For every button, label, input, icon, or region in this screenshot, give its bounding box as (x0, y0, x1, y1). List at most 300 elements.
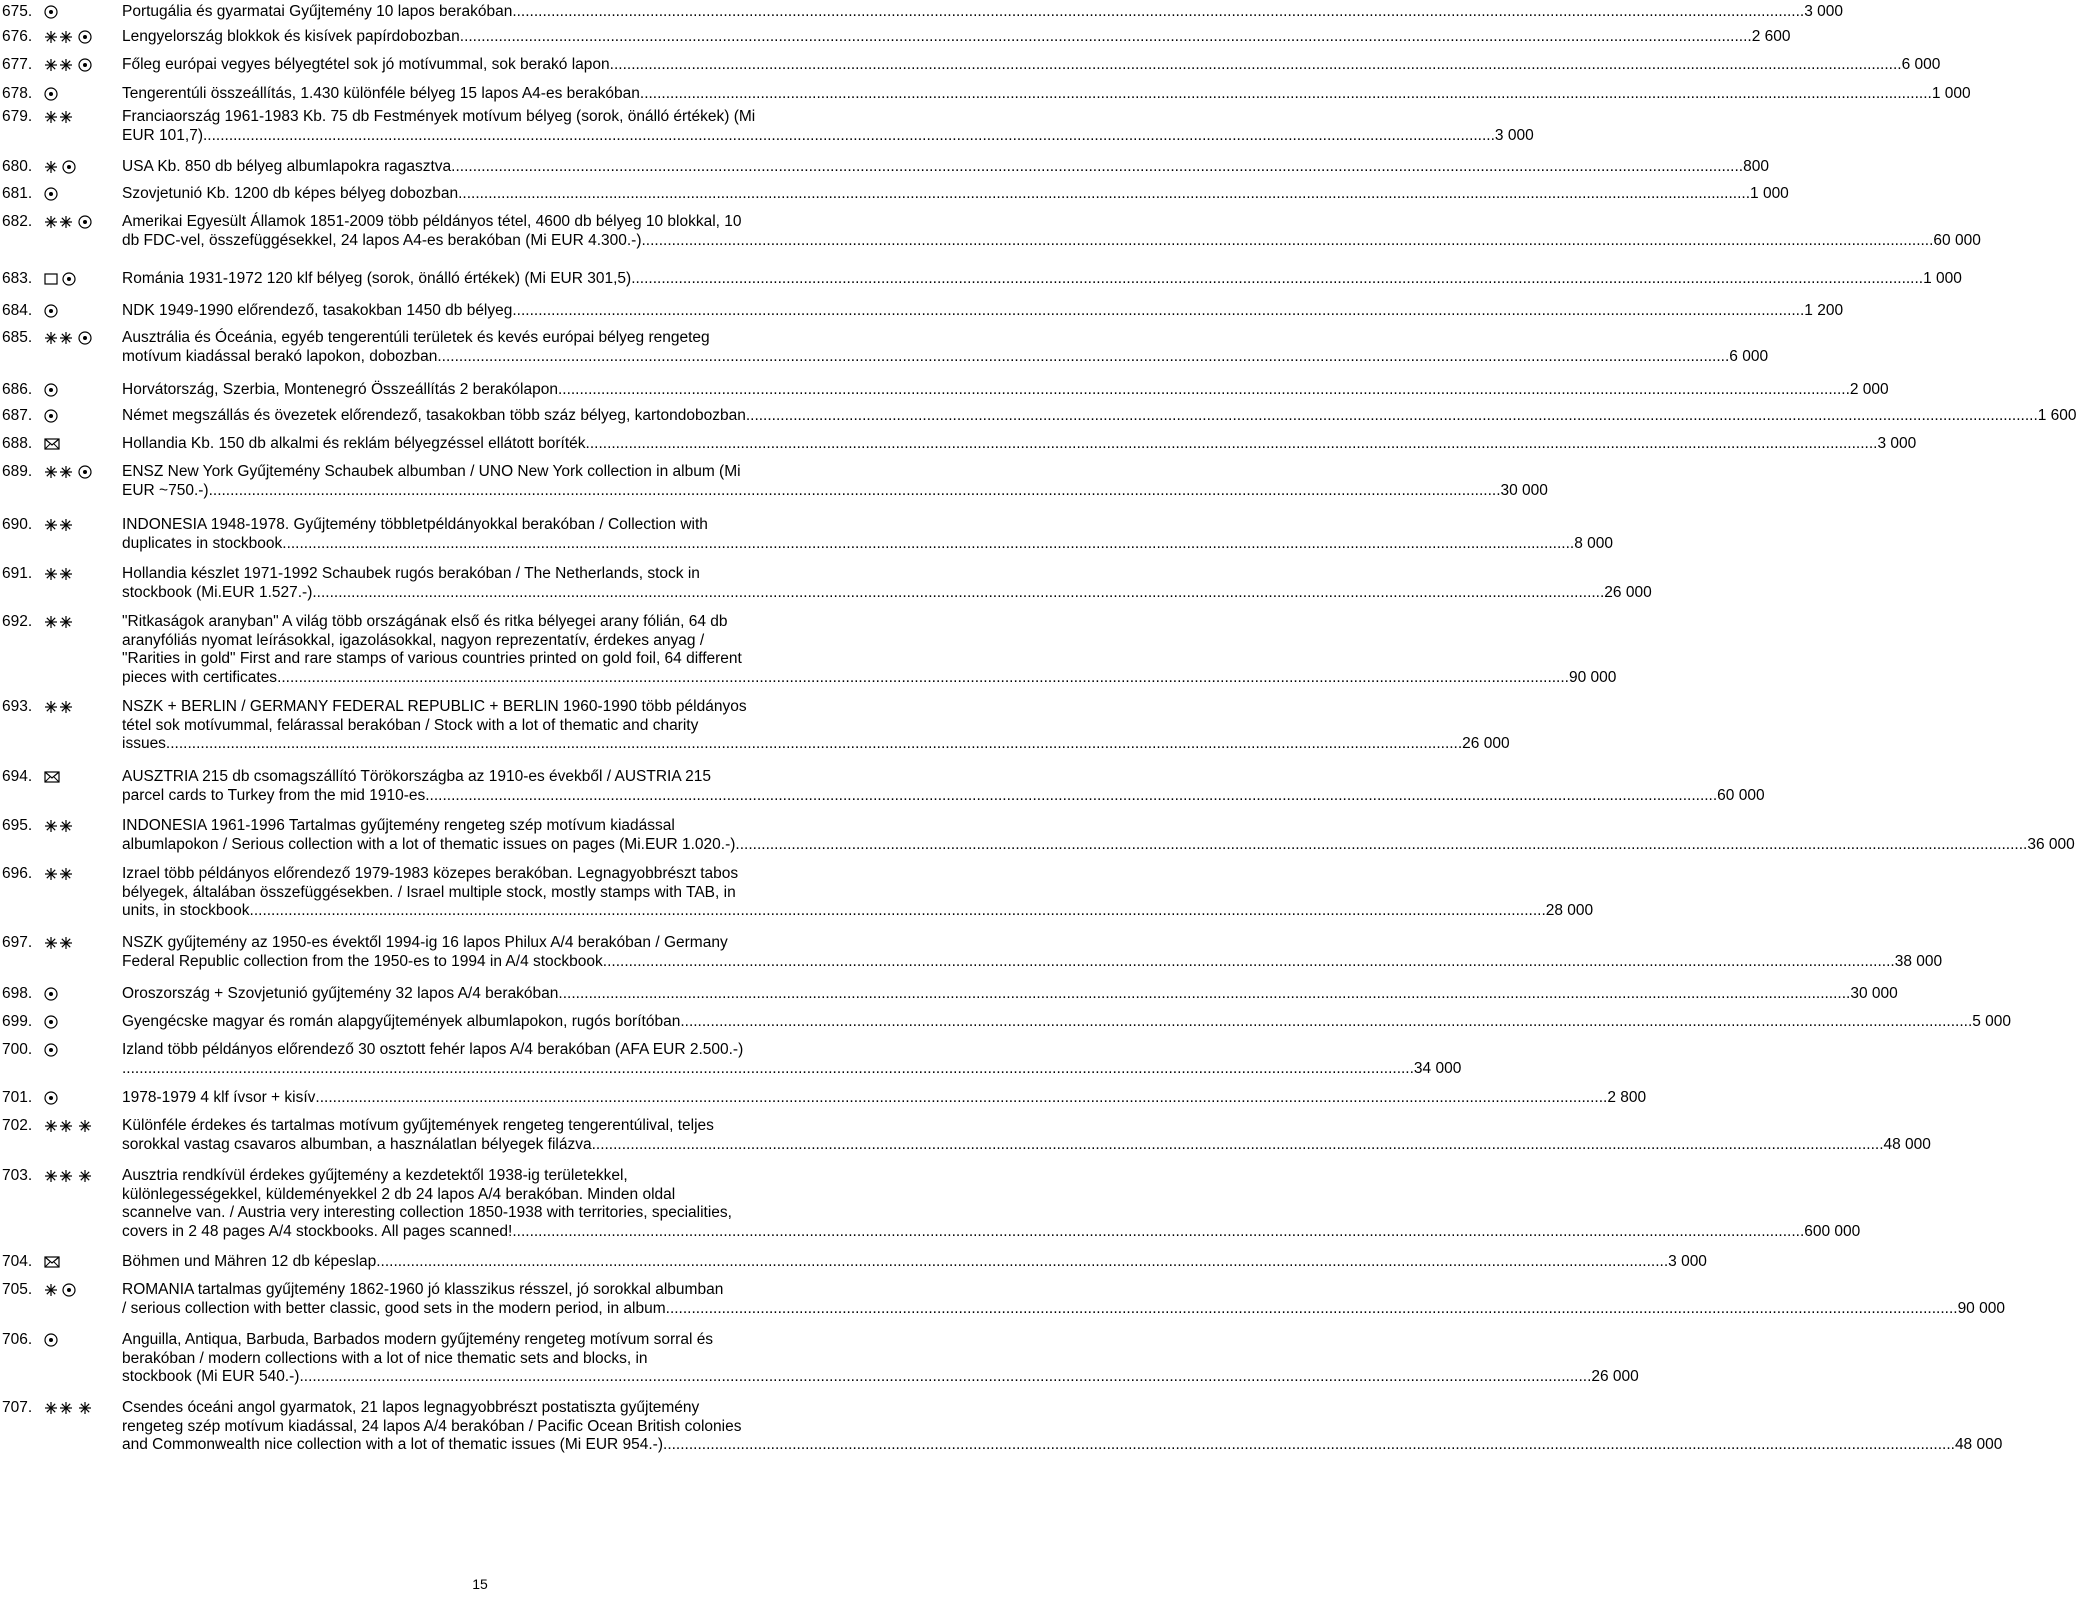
dot-leader: ............................................................................................................................................................................................................................................................................................................ (680, 1013, 1973, 1030)
description-last-line (122, 158, 1769, 177)
mint-stamp-icon (44, 1169, 74, 1183)
lot-condition-icons (44, 383, 58, 397)
lot-condition-icons (44, 567, 74, 581)
description-line: EUR ~750.-) (122, 481, 209, 499)
lot-number: 679. (2, 108, 33, 125)
lot-condition-icons (44, 1169, 92, 1183)
description-line: Gyengécske magyar és román alapgyűjtemények albumlapokon, rugós borítóban (122, 1013, 681, 1030)
hinged-stamp-icon (44, 160, 58, 174)
dot-leader: ............................................................................................................................................................................................................................................................................................................ (639, 85, 1932, 102)
lot-description (122, 1331, 1639, 1387)
lot-condition-icons (44, 1091, 58, 1105)
lot-price: 60 000 (1933, 231, 1981, 249)
lot-condition-icons (44, 304, 58, 318)
lot-number: 677. (2, 56, 33, 73)
lot-price: 8 000 (1574, 534, 1613, 552)
lot-description (122, 3, 1844, 22)
description-line: Anguilla, Antiqua, Barbuda, Barbados modern gyűjtemény rengeteg motívum sorral és (122, 1331, 714, 1348)
lot-number: 705. (2, 1281, 33, 1298)
lot-description (122, 1167, 1861, 1241)
description-last-line (122, 952, 1943, 972)
description-line: "Rarities in gold" First and rare stamps of various countries printed on gold foil, 64 different (122, 650, 742, 667)
mint-stamp-icon (44, 1401, 74, 1415)
postmark-icon (44, 87, 58, 101)
postmark-icon (44, 5, 58, 19)
lot-description (122, 463, 1548, 500)
dot-leader: ............................................................................................................................................................................................................................................................................................................ (122, 1059, 1414, 1077)
postmark-icon (44, 187, 58, 201)
lot-description (122, 108, 1534, 145)
lot-price: 1 000 (1923, 270, 1962, 287)
postmark-icon (44, 409, 58, 423)
description-last-line (122, 985, 1898, 1004)
description-last-line (122, 1059, 1462, 1079)
lot-description (122, 1089, 1647, 1108)
description-line: ENSZ New York Gyűjtemény Schaubek albumban / UNO New York collection in album (Mi (122, 463, 741, 480)
description-line: NSZK gyűjtemény az 1950-es évektől 1994-ig 16 lapos Philux A/4 berakóban / Germany (122, 934, 728, 951)
description-line: motívum kiadással berakó lapokon, dobozban (122, 347, 438, 365)
lot-number: 690. (2, 516, 33, 533)
postmark-icon (44, 1333, 58, 1347)
description-line: and Commonwealth nice collection with a lot of thematic issues (Mi EUR 954.-) (122, 1436, 664, 1453)
lot-number: 707. (2, 1399, 33, 1416)
description-last-line (122, 347, 1769, 367)
lot-condition-icons (44, 1283, 76, 1297)
lot-number: 692. (2, 613, 33, 630)
lot-condition-icons (44, 1119, 92, 1133)
dot-leader: ............................................................................................................................................................................................................................................................................................................ (512, 3, 1805, 20)
lot-number: 678. (2, 85, 33, 102)
description-line: Lengyelország blokkok és kisívek papírdobozban (122, 28, 460, 45)
lot-condition-icons (44, 215, 92, 229)
lot-price: 26 000 (1591, 1368, 1639, 1385)
description-last-line (122, 85, 1971, 104)
dot-leader: ............................................................................................................................................................................................................................................................................................................ (591, 1135, 1884, 1153)
hinged-stamp-icon (78, 1119, 92, 1133)
description-last-line (122, 1299, 2005, 1319)
mint-stamp-icon (44, 700, 74, 714)
lot-price: 3 000 (1668, 1253, 1707, 1270)
description-last-line (122, 56, 1941, 75)
lot-price: 36 000 (2027, 835, 2075, 853)
lot-condition-icons (44, 700, 74, 714)
description-last-line (122, 481, 1548, 501)
postmark-icon (62, 160, 76, 174)
mint-stamp-icon (44, 465, 74, 479)
description-line: / serious collection with better classic, good sets in the modern period, in album (122, 1299, 666, 1317)
lot-price: 26 000 (1604, 583, 1652, 601)
description-last-line (122, 407, 2077, 426)
description-line: Ausztrália és Óceánia, egyéb tengerentúli területek és kevés európai bélyeg rengeteg (122, 329, 710, 346)
lot-price: 3 000 (1494, 126, 1534, 144)
description-line: bélyegek, általában összefüggésekben. / Israel multiple stock, mostly stamps with TAB, in (122, 883, 736, 901)
mint-stamp-icon (44, 615, 74, 629)
dot-leader: ............................................................................................................................................................................................................................................................................................................ (459, 28, 1752, 45)
dot-leader: ............................................................................................................................................................................................................................................................................................................ (609, 56, 1902, 73)
description-last-line (122, 786, 1765, 806)
description-line: Tengerentúli összeállítás, 1.430 különféle bélyeg 15 lapos A4-es berakóban (122, 85, 640, 102)
lot-price: 6 000 (1901, 56, 1941, 73)
lot-number: 689. (2, 463, 33, 480)
description-line: Amerikai Egyesült Államok 1851-2009 több példányos tétel, 4600 db bélyeg 10 blokkal, 10 (122, 213, 742, 230)
description-last-line (122, 668, 1617, 688)
dot-leader: ............................................................................................................................................................................................................................................................................................................ (557, 381, 1850, 398)
dot-leader: ............................................................................................................................................................................................................................................................................................................ (437, 347, 1730, 365)
lot-number: 701. (2, 1089, 33, 1106)
description-line: NDK 1949-1990 előrendező, tasakokban 1450 db bélyeg (122, 302, 513, 319)
mint-stamp-icon (44, 567, 74, 581)
lot-description (122, 407, 2077, 426)
description-line: Federal Republic collection from the 1950-es to 1994 in A/4 stockbook (122, 952, 603, 970)
lot-condition-icons (44, 272, 76, 286)
postmark-icon (78, 215, 92, 229)
description-last-line (122, 534, 1613, 554)
lot-description (122, 1013, 2012, 1032)
lot-number: 704. (2, 1253, 33, 1270)
lot-condition-icons (44, 331, 92, 345)
lot-number: 688. (2, 435, 33, 452)
lot-condition-icons (44, 409, 58, 423)
dot-leader: ............................................................................................................................................................................................................................................................................................................ (208, 481, 1501, 499)
description-last-line (122, 1135, 1931, 1155)
lot-price: 48 000 (1883, 1135, 1931, 1153)
dot-leader: ............................................................................................................................................................................................................................................................................................................ (512, 302, 1805, 319)
lot-condition-icons (44, 58, 92, 72)
lot-price: 90 000 (1568, 668, 1617, 686)
lot-condition-icons (44, 1043, 58, 1057)
postmark-icon (78, 331, 92, 345)
envelope-icon (44, 1255, 60, 1269)
lot-price: 2 000 (1849, 381, 1889, 398)
lot-description (122, 270, 1962, 289)
dot-leader: ............................................................................................................................................................................................................................................................................................................ (425, 786, 1718, 804)
lot-condition-icons (44, 1401, 92, 1415)
description-line: EUR 101,7) (122, 126, 203, 144)
dot-leader: ............................................................................................................................................................................................................................................................................................................ (202, 126, 1495, 144)
lot-description (122, 56, 1941, 75)
mint-stamp-icon (44, 1119, 74, 1133)
lot-number: 703. (2, 1167, 33, 1184)
description-line: INDONESIA 1961-1996 Tartalmas gyűjtemény rengeteg szép motívum kiadással (122, 817, 675, 834)
postmark-icon (78, 30, 92, 44)
description-line: Oroszország + Szovjetunió gyűjtemény 32 lapos A/4 berakóban (122, 985, 559, 1002)
lot-price: 60 000 (1717, 786, 1765, 804)
hinged-stamp-icon (44, 1283, 58, 1297)
lot-condition-icons (44, 187, 58, 201)
lot-condition-icons (44, 30, 92, 44)
lot-description (122, 435, 1917, 454)
lot-description (122, 1117, 1931, 1154)
postmark-icon (62, 272, 76, 286)
lot-price: 5 000 (1972, 1013, 2012, 1030)
lot-price: 3 000 (1804, 3, 1844, 20)
description-last-line (122, 1253, 1707, 1272)
description-last-line (122, 270, 1962, 289)
lot-price: 600 000 (1804, 1222, 1861, 1240)
dot-leader: ............................................................................................................................................................................................................................................................................................................ (282, 534, 1575, 552)
lot-condition-icons (44, 936, 74, 950)
lot-description (122, 1253, 1707, 1272)
dot-leader: ............................................................................................................................................................................................................................................................................................................ (602, 952, 1895, 970)
lot-condition-icons (44, 87, 58, 101)
lot-number: 681. (2, 185, 33, 202)
lot-number: 700. (2, 1041, 33, 1058)
description-line: issues. (122, 735, 171, 752)
lot-number: 702. (2, 1117, 33, 1134)
description-line: Portugália és gyarmatai Gyűjtemény 10 lapos berakóban (122, 3, 513, 20)
description-last-line (122, 231, 1981, 251)
lot-number: 682. (2, 213, 33, 230)
page-number: 15 (472, 1576, 488, 1592)
lot-price: 1 000 (1750, 185, 1789, 202)
description-last-line (122, 3, 1844, 22)
lot-description (122, 985, 1898, 1004)
lot-number: 676. (2, 28, 33, 45)
postmark-icon (62, 1283, 76, 1297)
lot-price: 6 000 (1729, 347, 1769, 365)
lot-description (122, 516, 1613, 553)
lot-condition-icons (44, 1333, 58, 1347)
description-line: Horvátország, Szerbia, Montenegró Összeállítás 2 berakólapon (122, 381, 558, 398)
description-line: USA Kb. 850 db bélyeg albumlapokra ragasztva (122, 158, 452, 175)
lot-price: 1 200 (1804, 302, 1844, 319)
description-last-line (122, 185, 1789, 204)
dot-leader: ............................................................................................................................................................................................................................................................................................................ (312, 583, 1605, 601)
lot-price: 30 000 (1500, 481, 1548, 499)
lot-description (122, 768, 1765, 805)
lot-condition-icons (44, 110, 74, 124)
lot-price: 1 000 (1931, 85, 1971, 102)
lot-price: 2 800 (1607, 1089, 1647, 1106)
lot-price: 30 000 (1850, 985, 1898, 1002)
hinged-stamp-icon (78, 1401, 92, 1415)
description-line: Szovjetunió Kb. 1200 db képes bélyeg dobozban (122, 185, 459, 202)
postmark-icon (44, 987, 58, 1001)
description-line: Franciaország 1961-1983 Kb. 75 db Festmények motívum bélyeg (sorok, önálló értékek) (Mi (122, 108, 756, 125)
description-line: covers in 2 48 pages A/4 stockbooks. All pages scanned! (122, 1222, 513, 1240)
postmark-icon (44, 1091, 58, 1105)
description-last-line (122, 835, 2075, 855)
lot-number: 684. (2, 302, 33, 319)
description-line: különlegességekkel, küldeményekkel 2 db 24 lapos A/4 berakóban. Minden oldal (122, 1185, 676, 1203)
lot-number: 695. (2, 817, 33, 834)
dot-leader: ............................................................................................................................................................................................................................................................................................................ (315, 1089, 1608, 1106)
lot-price: 38 000 (1894, 952, 1943, 970)
lot-number: 697. (2, 934, 33, 951)
description-line: 1978-1979 4 klf ívsor + kisív (122, 1089, 316, 1106)
description-line: aranyfóliás nyomat leírásokkal, igazolásokkal, nagyon reprezentatív, érdekes anyag / (122, 631, 705, 649)
dot-leader: ............................................................................................................................................................................................................................................................................................................ (376, 1253, 1669, 1270)
lot-description (122, 302, 1844, 321)
description-line: stockbook (Mi EUR 540.-) (122, 1368, 300, 1385)
description-line: sorokkal vastag csavaros albumban, a használatlan bélyegek filázva (122, 1135, 592, 1153)
lot-condition-icons (44, 518, 74, 532)
lot-description (122, 381, 1889, 400)
description-last-line (122, 1222, 1861, 1242)
description-line: NSZK + BERLIN / GERMANY FEDERAL REPUBLIC + BERLIN 1960-1990 több példányos (122, 698, 747, 715)
mint-stamp-icon (44, 58, 74, 72)
mint-stamp-icon (44, 518, 74, 532)
lot-description (122, 28, 1791, 47)
lot-condition-icons (44, 615, 74, 629)
dot-leader: ............................................................................................................................................................................................................................................................................................................ (558, 985, 1851, 1002)
description-last-line (122, 1436, 2003, 1455)
lot-price: 3 000 (1877, 435, 1917, 452)
lot-number: 691. (2, 565, 33, 582)
description-last-line (122, 583, 1652, 603)
lot-condition-icons (44, 770, 60, 784)
lot-number: 699. (2, 1013, 33, 1030)
postmark-icon (44, 1043, 58, 1057)
description-line: pieces with certificates (122, 668, 278, 686)
lot-number: 685. (2, 329, 33, 346)
lot-description (122, 613, 1617, 687)
lot-description (122, 817, 2075, 854)
lot-description (122, 565, 1652, 602)
description-line: Izrael több példányos előrendező 1979-1983 közepes berakóban. Legnagyobbrészt tabos (122, 865, 739, 882)
description-last-line (122, 435, 1917, 454)
lot-description (122, 1281, 2005, 1318)
lot-description (122, 185, 1789, 204)
lot-price: 800 (1743, 158, 1769, 175)
description-line: Böhmen und Mähren 12 db képeslap (122, 1253, 377, 1270)
mint-stamp-icon (44, 936, 74, 950)
mint-stamp-icon (44, 110, 74, 124)
mint-stamp-icon (44, 867, 74, 881)
envelope-icon (44, 437, 60, 451)
postmark-icon (44, 1015, 58, 1029)
dot-leader: ............................................................................................................................................................................................................................................................................................................ (458, 185, 1751, 202)
dot-leader: ............................................................................................................................................................................................................................................................................................................ (253, 902, 1546, 919)
lot-number: 687. (2, 407, 33, 424)
lot-description (122, 158, 1769, 177)
lot-condition-icons (44, 160, 76, 174)
description-line: Csendes óceáni angol gyarmatok, 21 lapos legnagyobbrészt postatiszta gyűjtemény (122, 1399, 700, 1416)
description-line: scannelve van. / Austria very interesting collection 1850-1938 with territories, specialities, (122, 1204, 732, 1221)
lot-condition-icons (44, 5, 58, 19)
lot-description (122, 213, 1981, 250)
mint-stamp-icon (44, 331, 74, 345)
description-last-line (122, 126, 1534, 146)
lot-description (122, 934, 1943, 971)
dot-leader: ............................................................................................................................................................................................................................................................................................................ (299, 1368, 1592, 1385)
description-line: Különféle érdekes és tartalmas motívum gyűjtemények rengeteg tengerentúlival, teljes (122, 1117, 714, 1134)
description-last-line (122, 902, 1594, 921)
lot-condition-icons (44, 867, 74, 881)
lot-description (122, 85, 1971, 104)
dot-leader: ............................................................................................................................................................................................................................................................................................................ (170, 735, 1463, 752)
description-line: Izland több példányos előrendező 30 osztott fehér lapos A/4 berakóban (AFA EUR 2.500.-) (122, 1041, 744, 1058)
lot-condition-icons (44, 819, 74, 833)
postmark-icon (78, 58, 92, 72)
lot-number: 696. (2, 865, 33, 882)
lot-price: 28 000 (1545, 902, 1594, 919)
description-line: Német megszállás és övezetek előrendező, tasakokban több száz bélyeg, kartondobozban (122, 407, 746, 424)
description-line: berakóban / modern collections with a lot of nice thematic sets and blocks, in (122, 1349, 648, 1367)
description-last-line (122, 381, 1889, 400)
block-icon (44, 272, 58, 286)
mint-stamp-icon (44, 819, 74, 833)
lot-condition-icons (44, 465, 92, 479)
dot-leader: ............................................................................................................................................................................................................................................................................................................ (641, 231, 1934, 249)
description-line: Románia 1931-1972 120 klf bélyeg (sorok, önálló értékek) (Mi EUR 301,5) (122, 270, 632, 287)
dot-leader: ............................................................................................................................................................................................................................................................................................................ (277, 668, 1569, 686)
description-line: Hollandia készlet 1971-1992 Schaubek rugós berakóban / The Netherlands, stock in (122, 565, 700, 582)
postmark-icon (78, 465, 92, 479)
description-line: duplicates in stockbook (122, 534, 283, 552)
lot-condition-icons (44, 1015, 58, 1029)
lot-price: 2 600 (1751, 28, 1791, 45)
lot-price: 26 000 (1462, 735, 1510, 752)
dot-leader: ............................................................................................................................................................................................................................................................................................................ (451, 158, 1744, 175)
lot-price: 34 000 (1413, 1059, 1462, 1077)
dot-leader: ............................................................................................................................................................................................................................................................................................................ (735, 835, 2028, 853)
description-line: db FDC-vel, összefüggésekkel, 24 lapos A4-es berakóban (Mi EUR 4.300.-) (122, 231, 642, 249)
postmark-icon (44, 383, 58, 397)
lot-price: 90 000 (1957, 1299, 2005, 1317)
description-line: "Ritkaságok aranyban" A világ több országának első és ritka bélyegei arany fólián, 64 db (122, 613, 728, 630)
dot-leader: ............................................................................................................................................................................................................................................................................................................ (512, 1222, 1805, 1240)
lot-number: 693. (2, 698, 33, 715)
description-line: units, in stockbook. (122, 902, 254, 919)
lot-condition-icons (44, 437, 60, 451)
lot-number: 683. (2, 270, 33, 287)
hinged-stamp-icon (78, 1169, 92, 1183)
lot-number: 694. (2, 768, 33, 785)
description-last-line (122, 28, 1791, 47)
description-line: Hollandia Kb. 150 db alkalmi és reklám bélyegzéssel ellátott boríték (122, 435, 586, 452)
lot-price: 48 000 (1954, 1436, 2003, 1453)
description-line: ROMANIA tartalmas gyűjtemény 1862-1960 jó klasszikus résszel, jó sorokkal albumban (122, 1281, 724, 1298)
lot-number: 680. (2, 158, 33, 175)
lot-number: 706. (2, 1331, 33, 1348)
description-line: Főleg európai vegyes bélyegtétel sok jó motívummal, sok berakó lapon (122, 56, 610, 73)
lot-number: 686. (2, 381, 33, 398)
lot-number: 675. (2, 3, 33, 20)
lot-description (122, 865, 1594, 921)
dot-leader: ............................................................................................................................................................................................................................................................................................................ (585, 435, 1878, 452)
description-line: parcel cards to Turkey from the mid 1910-es (122, 786, 426, 804)
description-line: AUSZTRIA 215 db csomagszállító Törökországba az 1910-es évekből / AUSTRIA 215 (122, 768, 712, 785)
lot-number: 698. (2, 985, 33, 1002)
lot-price: 1 600 (2037, 407, 2077, 424)
description-last-line (122, 735, 1510, 754)
description-last-line (122, 1089, 1647, 1108)
description-line: albumlapokon / Serious collection with a lot of thematic issues on pages (Mi.EUR 1.020.-) (122, 835, 736, 853)
lot-description (122, 329, 1769, 366)
postmark-icon (44, 304, 58, 318)
envelope-icon (44, 770, 60, 784)
lot-description (122, 1041, 1462, 1078)
lot-condition-icons (44, 987, 58, 1001)
description-line: INDONESIA 1948-1978. Gyűjtemény többletpéldányokkal berakóban / Collection with (122, 516, 708, 533)
description-line: Ausztria rendkívül érdekes gyűjtemény a kezdetektől 1938-ig területekkel, (122, 1167, 628, 1184)
description-last-line (122, 1368, 1639, 1387)
dot-leader: ............................................................................................................................................................................................................................................................................................................ (631, 270, 1924, 287)
dot-leader: ............................................................................................................................................................................................................................................................................................................ (663, 1436, 1955, 1453)
dot-leader: ............................................................................................................................................................................................................................................................................................................ (665, 1299, 1958, 1317)
description-last-line (122, 1013, 2012, 1032)
mint-stamp-icon (44, 30, 74, 44)
lot-description (122, 698, 1510, 754)
lot-condition-icons (44, 1255, 60, 1269)
lot-description (122, 1399, 2003, 1455)
description-last-line (122, 302, 1844, 321)
dot-leader: ............................................................................................................................................................................................................................................................................................................ (745, 407, 2038, 424)
description-line: tétel sok motívummal, felárassal berakóban / Stock with a lot of thematic and charity (122, 716, 699, 734)
description-line: stockbook (Mi.EUR 1.527.-) (122, 583, 313, 601)
description-line: rengeteg szép motívum kiadással, 24 lapos A/4 berakóban / Pacific Ocean British colonies (122, 1417, 742, 1435)
